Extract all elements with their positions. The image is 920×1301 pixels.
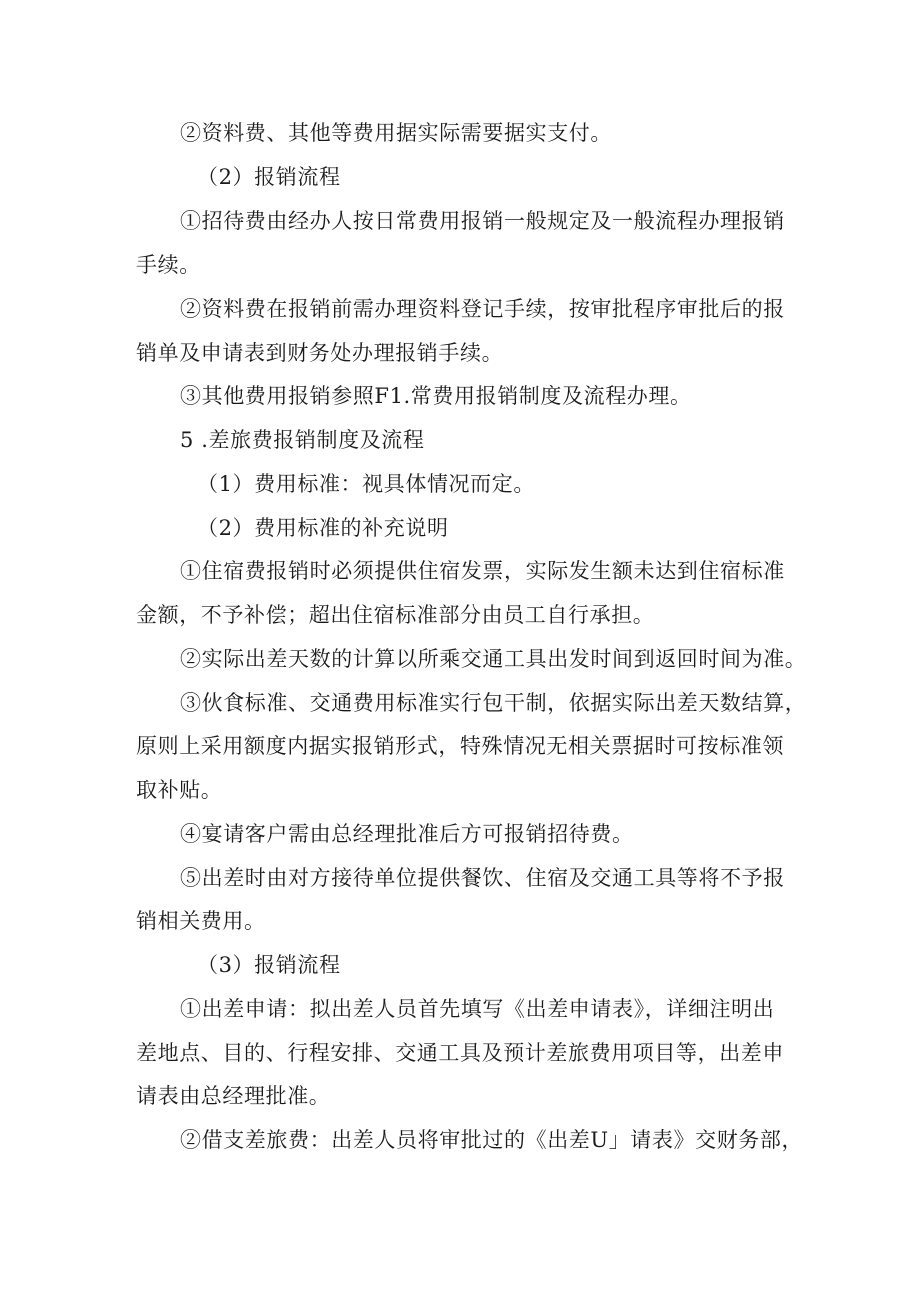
paragraph-line: ②资料费在报销前需办理资料登记手续，按审批程序审批后的报 <box>180 297 785 321</box>
paragraph-line: 金额，不予补偿；超出住宿标准部分由员工自行承担。 <box>136 603 655 627</box>
paragraph-line: 手续。 <box>136 253 201 277</box>
section-heading: （2）费用标准的补充说明 <box>197 516 449 540</box>
paragraph-line: ③伙食标准、交通费用标准实行包干制，依据实际出差天数结算， <box>180 691 807 715</box>
paragraph-line: ④宴请客户需由总经理批准后方可报销招待费。 <box>180 822 634 846</box>
paragraph-line: ①招待费由经办人按日常费用报销一般规定及一般流程办理报销 <box>180 209 785 233</box>
paragraph-line: ③其他费用报销参照F1.常费用报销制度及流程办理。 <box>180 384 692 408</box>
paragraph-line: ⑤出差时由对方接待单位提供餐饮、住宿及交通工具等将不予报 <box>180 866 785 890</box>
paragraph-line: ②资料费、其他等费用据实际需要据实支付。 <box>180 121 612 145</box>
section-heading: （2）报销流程 <box>197 165 341 189</box>
paragraph-line: 销相关费用。 <box>136 909 266 933</box>
paragraph-line: 销单及申请表到财务处办理报销手续。 <box>136 341 504 365</box>
paragraph-line: 请表由总经理批准。 <box>136 1084 331 1108</box>
section-heading: 5 .差旅费报销制度及流程 <box>180 428 425 452</box>
paragraph-line: 差地点、目的、行程安排、交通工具及预计差旅费用项目等，出差申 <box>136 1041 784 1065</box>
section-heading: （3）报销流程 <box>197 953 341 977</box>
paragraph-line: ①住宿费报销时必须提供住宿发票，实际发生额未达到住宿标准 <box>180 559 785 583</box>
paragraph-line: ②实际出差天数的计算以所乘交通工具出发时间到返回时间为准。 <box>180 647 807 671</box>
paragraph-line: 原则上采用额度内据实报销形式，特殊情况无相关票据时可按标准领 <box>136 734 784 758</box>
paragraph-line: ②借支差旅费：出差人员将审批过的《出差U」请表》交财务部， <box>180 1128 804 1152</box>
section-heading: （1）费用标准：视具体情况而定。 <box>197 472 535 496</box>
paragraph-line: 取补贴。 <box>136 778 223 802</box>
paragraph-line: ①出差申请：拟出差人员首先填写《出差申请表》，详细注明出 <box>180 997 775 1021</box>
